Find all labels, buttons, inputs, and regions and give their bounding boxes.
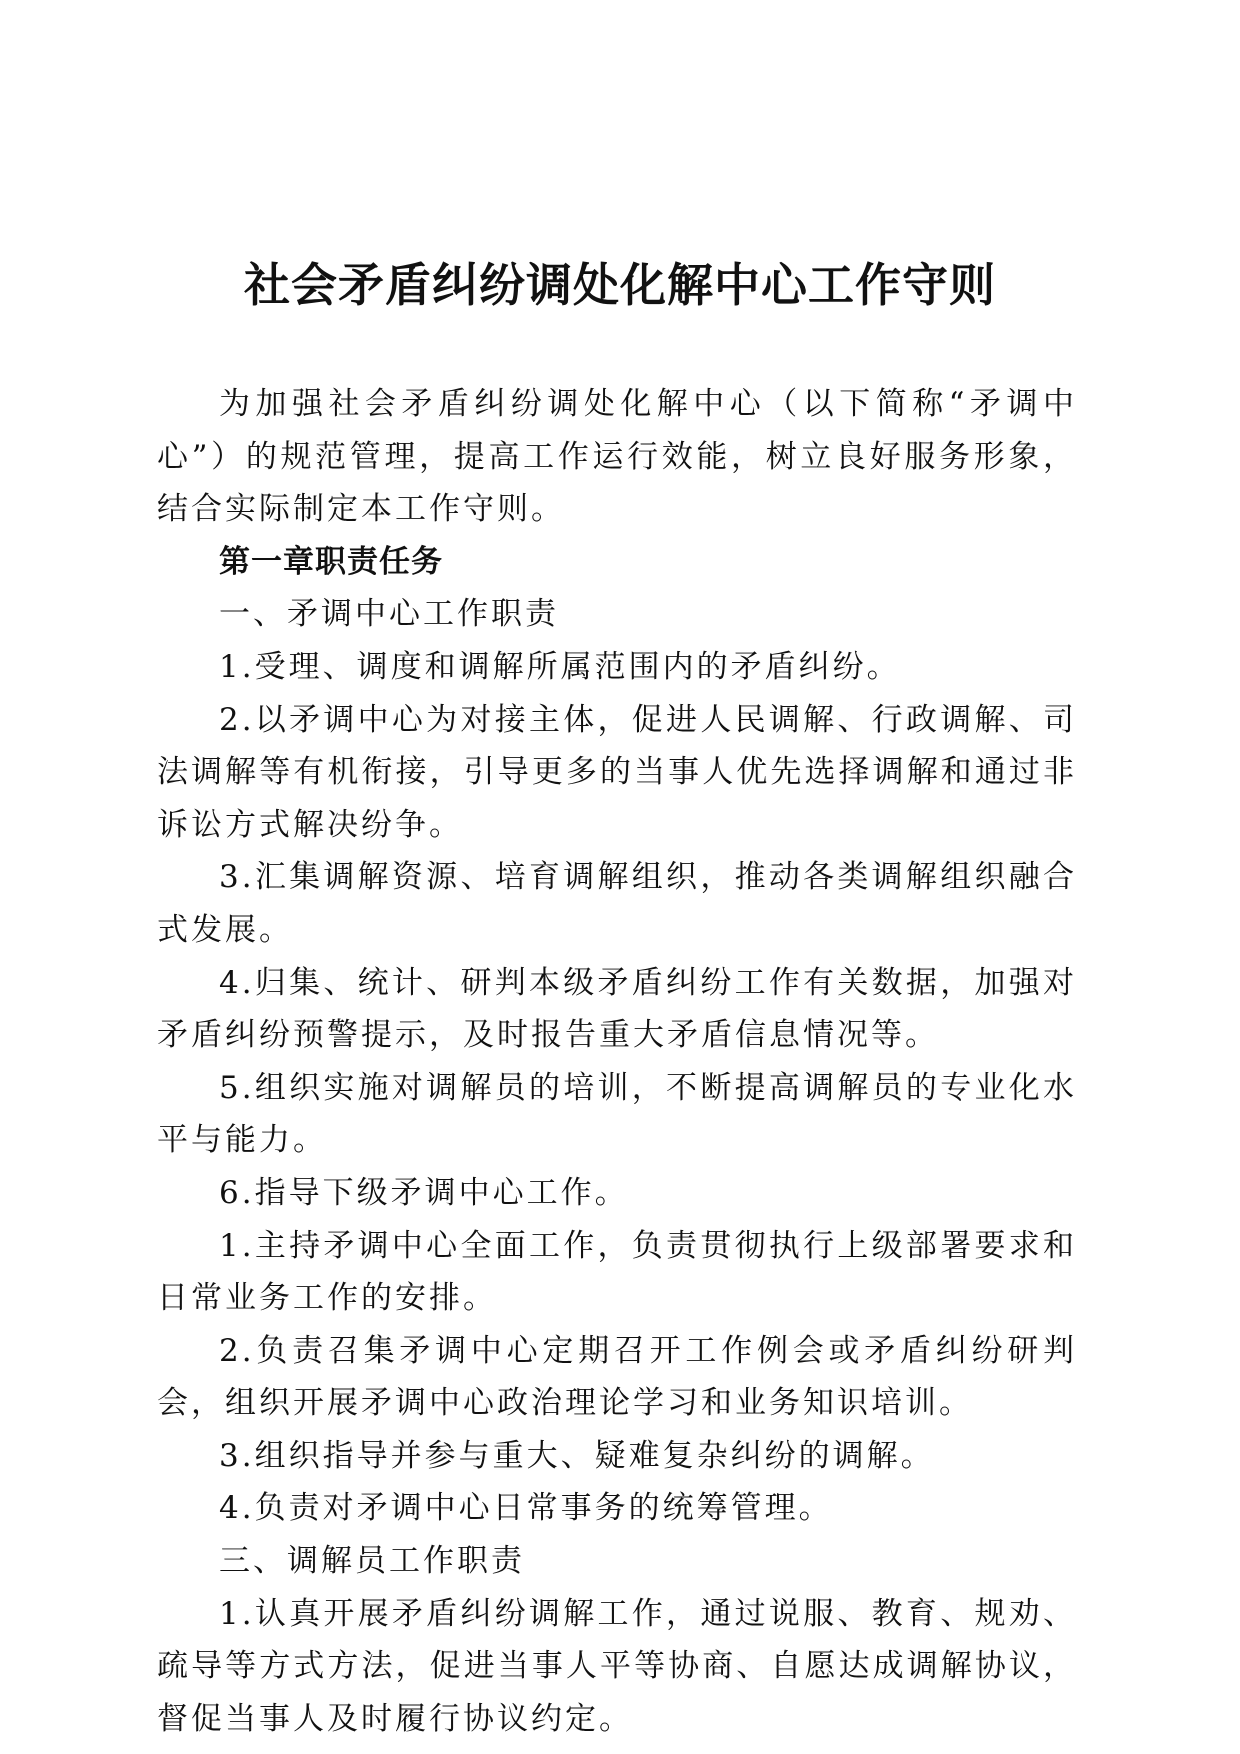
chapter-heading: 第一章职责任务 bbox=[219, 543, 443, 580]
document-body bbox=[157, 378, 1077, 1745]
list-item: 5.组织实施对调解员的培训，不断提高调解员的专业化水平与能力。 bbox=[157, 1069, 1077, 1159]
section-heading: 一、矛调中心工作职责 bbox=[219, 596, 559, 633]
intro-paragraph: 为加强社会矛盾纠纷调处化解中心（以下简称“矛调中心”）的规范管理，提高工作运行效能，树立良好服务形象，结合实际制定本工作守则。 bbox=[157, 386, 1077, 528]
list-item: 3.组织指导并参与重大、疑难复杂纠纷的调解。 bbox=[219, 1437, 935, 1474]
document-title: 社会矛盾纠纷调处化解中心工作守则 bbox=[244, 258, 996, 312]
section-heading: 三、调解员工作职责 bbox=[219, 1543, 525, 1580]
list-item: 4.归集、统计、研判本级矛盾纠纷工作有关数据，加强对矛盾纠纷预警提示，及时报告重大矛盾信息情况等。 bbox=[157, 964, 1077, 1054]
list-item: 3.汇集调解资源、培育调解组织，推动各类调解组织融合式发展。 bbox=[157, 859, 1077, 948]
list-item: 2.以矛调中心为对接主体，促进人民调解、行政调解、司法调解等有机衔接，引导更多的当事人优先选择调解和通过非诉讼方式解决纷争。 bbox=[157, 701, 1077, 843]
list-item: 1.认真开展矛盾纠纷调解工作，通过说服、教育、规劝、疏导等方式方法，促进当事人平等协商、自愿达成调解协议，督促当事人及时履行协议约定。 bbox=[157, 1595, 1077, 1737]
list-item: 1.受理、调度和调解所属范围内的矛盾纠纷。 bbox=[219, 648, 901, 685]
list-item: 6.指导下级矛调中心工作。 bbox=[219, 1174, 629, 1211]
list-item: 4.负责对矛调中心日常事务的统筹管理。 bbox=[219, 1490, 833, 1527]
list-item: 1.主持矛调中心全面工作，负责贯彻执行上级部署要求和日常业务工作的安排。 bbox=[157, 1227, 1077, 1317]
list-item: 2.负责召集矛调中心定期召开工作例会或矛盾纠纷研判会，组织开展矛调中心政治理论学习和业务知识培训。 bbox=[157, 1332, 1077, 1422]
